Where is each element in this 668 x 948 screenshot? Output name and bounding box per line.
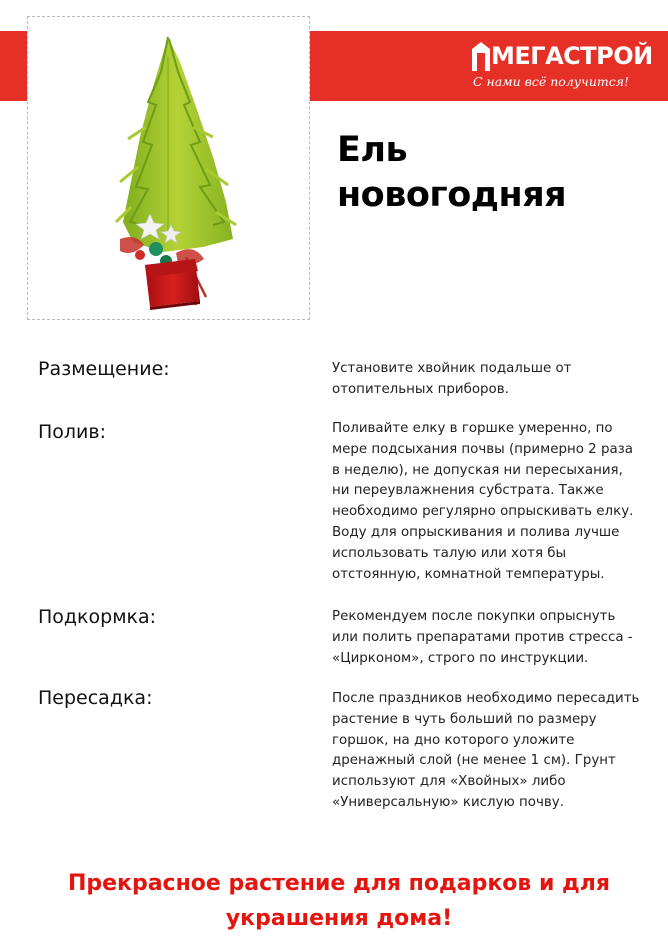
section-label-watering: Полив: [38, 421, 107, 443]
product-photo-frame [27, 16, 310, 320]
product-title: Ель новогодняя [337, 130, 567, 215]
brand-slogan: С нами всё получится! [473, 74, 630, 89]
brand-name: МЕГАСТРОЙ [491, 42, 653, 70]
footer-slogan: Прекрасное растение для подарков и для украшения дома! [67, 871, 611, 931]
section-text-watering: Поливайте елку в горшке умеренно, по мере подсыхания почвы (примерно 2 раза в неделю), не допуская ни пересыхания, ни переувлажнения субстрата. Также необходимо регулярно опрыскивать елку. Воду для опрыскивания и полива лучше использовать талую или хотя бы отстоянную, комнатной температуры. [332, 421, 634, 582]
red-pot [145, 259, 200, 310]
section-label-feeding: Подкормка: [38, 606, 157, 628]
house-logo-icon [470, 41, 492, 71]
section-label-placement: Размещение: [38, 358, 170, 380]
megastroy-logo [470, 38, 653, 96]
tree-foliage [116, 37, 236, 252]
section-text-placement: Установите хвойник подальше от отопительных приборов. [332, 361, 572, 397]
section-label-transplanting: Пересадка: [38, 687, 153, 709]
potted-christmas-tree-photo [28, 17, 309, 319]
section-text-feeding: Рекомендуем после покупки опрыснуть или полить препаратами против стресса - «Цирконом», строго по инструкции. [332, 609, 633, 666]
section-text-transplanting: После праздников необходимо пересадить растение в чуть больший по размеру горшок, на дно которого уложите дренажный слой (не менее 1 см). Грунт используют для «Хвойных» либо «Универсальную» кислую почву. [332, 691, 640, 810]
